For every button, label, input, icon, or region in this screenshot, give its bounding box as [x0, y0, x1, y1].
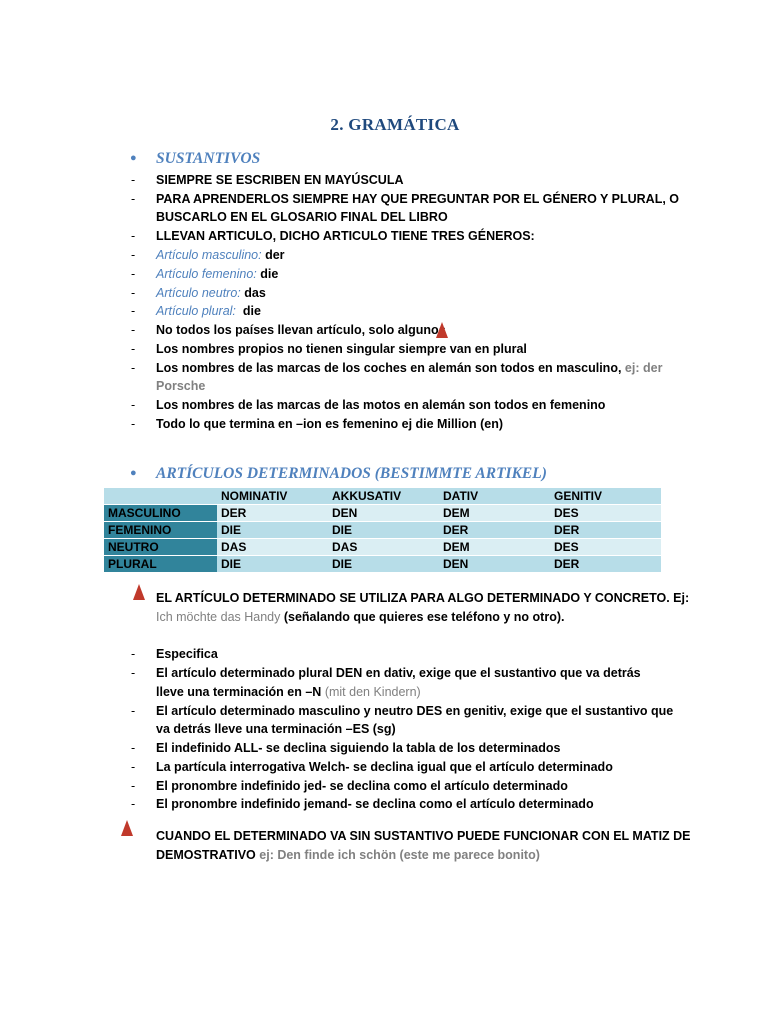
- articles-declension-table: [104, 487, 661, 573]
- list-item: - El pronombre indefinido jemand- se declina como el artículo determinado: [131, 797, 594, 811]
- warning-triangle-icon: [121, 820, 133, 836]
- table-header-row: NOMINATIV AKKUSATIV DATIV GENITIV: [104, 488, 661, 504]
- section-heading-articulos: [130, 465, 547, 483]
- list-item: - El artículo determinado plural DEN en dativ, exige que el sustantivo que va detrás: [131, 666, 641, 680]
- table-row: PLURAL DIE DIE DEN DER: [104, 556, 661, 572]
- article-item: - Artículo plural: die: [131, 304, 261, 318]
- paragraph-continuation: DEMOSTRATIVO ej: Den finde ich schön (este me parece bonito): [156, 848, 540, 862]
- table-row: MASCULINO DER DEN DEM DES: [104, 505, 661, 521]
- list-item: - LLEVAN ARTICULO, DICHO ARTICULO TIENE TRES GÉNEROS:: [131, 229, 535, 243]
- list-item: - La partícula interrogativa Welch- se declina igual que el artículo determinado: [131, 760, 613, 774]
- section-heading-sustantivos: [130, 150, 260, 168]
- bullet-icon: ●: [130, 152, 137, 164]
- table-row: FEMENINO DIE DIE DER DER: [104, 522, 661, 538]
- warning-triangle-icon: [436, 322, 448, 338]
- list-item: - Los nombres de las marcas de los coches en alemán son todos en masculino, ej: der: [131, 361, 663, 375]
- list-item-continuation: Porsche: [156, 379, 206, 393]
- list-item: - El indefinido ALL- se declina siguiendo la tabla de los determinados: [131, 741, 561, 755]
- list-item: - PARA APRENDERLOS SIEMPRE HAY QUE PREGUNTAR POR EL GÉNERO Y PLURAL, O: [131, 192, 679, 206]
- bullet-icon: ●: [130, 467, 137, 479]
- list-item: - Especifica: [131, 647, 218, 661]
- paragraph-continuation: Ich möchte das Handy (señalando que quieres ese teléfono y no otro).: [156, 610, 565, 624]
- list-item: - Los nombres de las marcas de las motos en alemán son todos en femenino: [131, 398, 606, 412]
- list-item: - Los nombres propios no tienen singular siempre van en plural: [131, 342, 527, 356]
- section-heading-text: SUSTANTIVOS: [156, 150, 261, 167]
- list-item: - SIEMPRE SE ESCRIBEN EN MAYÚSCULA: [131, 173, 404, 187]
- list-item-continuation: va detrás lleve una terminación –ES (sg): [156, 722, 396, 736]
- paragraph: EL ARTÍCULO DETERMINADO SE UTILIZA PARA ALGO DETERMINADO Y CONCRETO. Ej:: [156, 591, 690, 605]
- article-item: - Artículo neutro: das: [131, 286, 266, 300]
- article-item: - Artículo femenino: die: [131, 267, 279, 281]
- article-item: - Artículo masculino: der: [131, 248, 285, 262]
- page-title: 2. GRAMÁTICA: [330, 115, 460, 134]
- section-heading-text: ARTÍCULOS DETERMINADOS (BESTIMMTE ARTIKEL): [156, 465, 547, 482]
- list-item-continuation: BUSCARLO EN EL GLOSARIO FINAL DEL LIBRO: [156, 210, 448, 224]
- list-item: - El pronombre indefinido jed- se declina como el artículo determinado: [131, 779, 568, 793]
- list-item: - Todo lo que termina en –ion es femenino ej die Million (en): [131, 417, 504, 431]
- table-row: NEUTRO DAS DAS DEM DES: [104, 539, 661, 555]
- list-item-continuation: lleve una terminación en –N (mit den Kindern): [156, 685, 421, 699]
- warning-triangle-icon: [133, 584, 145, 600]
- list-item: - No todos los países llevan artículo, solo algunos: [131, 323, 446, 337]
- list-item: - El artículo determinado masculino y neutro DES en genitiv, exige que el sustantivo que: [131, 704, 674, 718]
- paragraph: CUANDO EL DETERMINADO VA SIN SUSTANTIVO PUEDE FUNCIONAR CON EL MATIZ DE: [156, 829, 691, 843]
